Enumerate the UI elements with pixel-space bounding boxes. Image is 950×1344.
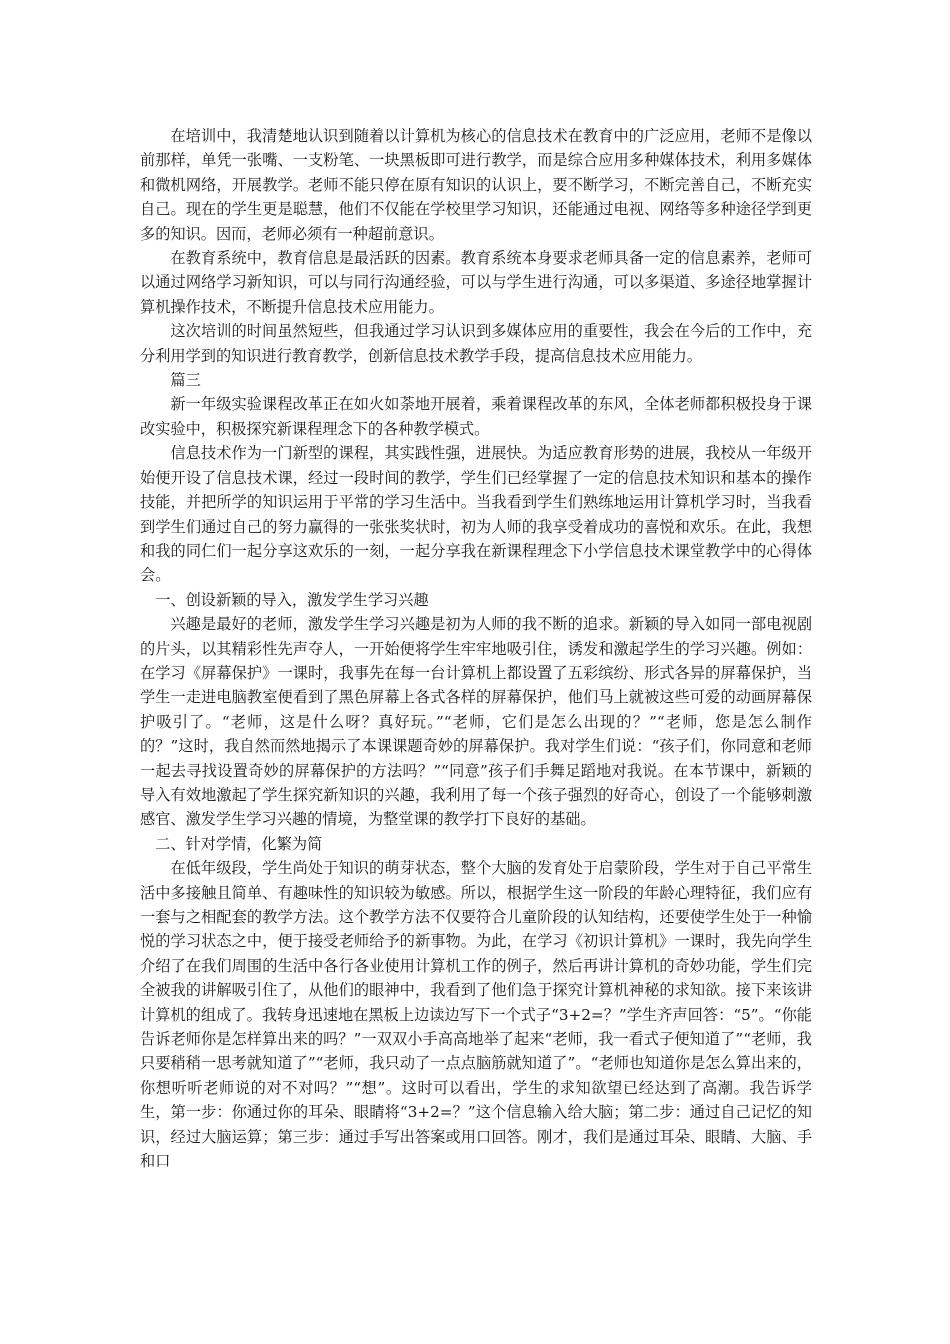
document-body bbox=[140, 124, 812, 1173]
paragraph: 新一年级实验课程改革正在如火如荼地开展着，乘着课程改革的东风，全体老师都积极投身于课改实验中，积极探究新课程理念下的各种教学模式。 bbox=[140, 395, 812, 438]
section-label: 篇三 bbox=[170, 371, 201, 390]
paragraph: 在培训中，我清楚地认识到随着以计算机为核心的信息技术在教育中的广泛应用，老师不是像以前那样，单凭一张嘴、一支粉笔、一块黑板即可进行教学，而是综合应用多种媒体技术，利用多媒体和微机网络，开展教学。老师不能只停在原有知识的认识上，要不断学习，不断完善自己，不断充实自己。现在的学生更是聪慧，他们不仅能在学校里学习知识，还能通过电视、网络等多种途径学到更多的知识。因而，老师必须有一种超前意识。 bbox=[140, 127, 812, 243]
paragraph: 兴趣是最好的老师，激发学生学习兴趣是初为人师的我不断的追求。新颖的导入如同一部电视剧的片头，以其精彩性先声夺人，一开始便将学生牢牢地吸引住，诱发和激起学生的学习兴趣。例如：在学习《屏幕保护》一课时，我事先在每一台计算机上都设置了五彩缤纷、形式各异的屏幕保护，当学生一走进电脑教室便看到了黑色屏幕上各式各样的屏幕保护，他们马上就被这些可爱的动画屏幕保护吸引了。“老师，这是什么呀？真好玩。”“老师，它们是怎么出现的？”“老师，您是怎么制作的？”这时，我自然而然地揭示了本课课题奇妙的屏幕保护。我对学生们说：“孩子们，你同意和老师一起去寻找设置奇妙的屏幕保护的方法吗？”“同意”孩子们手舞足蹈地对我说。在本节课中，新颖的导入有效地激起了学生探究新知识的兴趣，我利用了每一个孩子强烈的好奇心，创设了一个能够刺激感官、激发学生学习兴趣的情境，为整堂课的教学打下良好的基础。 bbox=[140, 615, 812, 829]
paragraph: 在低年级段，学生尚处于知识的萌芽状态，整个大脑的发育处于启蒙阶段，学生对于自己平常生活中多接触且简单、有趣味性的知识较为敏感。所以，根据学生这一阶段的年龄心理特征，我们应有一套与之相配套的教学方法。这个教学方法不仅要符合儿童阶段的认知结构，还要使学生处于一种愉悦的学习状态之中，便于接受老师给予的新事物。为此，在学习《初识计算机》一课时，我先向学生介绍了在我们周围的生活中各行各业使用计算机工作的例子，然后再讲计算机的奇妙功能，学生们完全被我的讲解吸引住了，从他们的眼神中，我看到了他们急于探究计算机神秘的求知欲。接下来该讲计算机的组成了。我转身迅速地在黑板上边读边写下一个式子“3+2=？”学生齐声回答：“5”。“你能告诉老师你是怎样算出来的吗？”一双双小手高高地举了起来“老师，我一看式子便知道了”“老师，我只要稍稍一思考就知道了”“老师，我只动了一点点脑筋就知道了”。“老师也知道你是怎么算出来的，你想听听老师说的对不对吗？”“想”。这时可以看出，学生的求知欲望已经达到了高潮。我告诉学生，第一步：你通过你的耳朵、眼睛将“3+2=？”这个信息输入给大脑；第二步：通过自己记忆的知识，经过大脑运算；第三步：通过手写出答案或用口回答。刚才，我们是通过耳朵、眼睛、大脑、手和口 bbox=[140, 859, 812, 1171]
section-heading: 二、针对学情，化繁为简 bbox=[155, 834, 323, 853]
section-heading: 一、创设新颖的导入，激发学生学习兴趣 bbox=[155, 590, 429, 609]
paragraph: 信息技术作为一门新型的课程，其实践性强，进展快。为适应教育形势的进展，我校从一年级开始便开设了信息技术课，经过一段时间的教学，学生们已经掌握了一定的信息技术知识和基本的操作技能，并把所学的知识运用于平常的学习生活中。当我看到学生们熟练地运用计算机学习时，当我看到学生们通过自己的努力赢得的一张张奖状时，初为人师的我享受着成功的喜悦和欢乐。在此，我想和我的同仁们一起分享这欢乐的一刻，一起分享我在新课程理念下小学信息技术课堂教学中的心得体会。 bbox=[140, 444, 812, 585]
paragraph: 在教育系统中，教育信息是最活跃的因素。教育系统本身要求老师具备一定的信息素养，老师可以通过网络学习新知识，可以与同行沟通经验，可以与学生进行沟通，可以多渠道、多途径地掌握计算机操作技术，不断提升信息技术应用能力。 bbox=[140, 249, 812, 316]
paragraph: 这次培训的时间虽然短些，但我通过学习认识到多媒体应用的重要性，我会在今后的工作中，充分利用学到的知识进行教育教学，创新信息技术教学手段，提高信息技术应用能力。 bbox=[140, 322, 812, 365]
